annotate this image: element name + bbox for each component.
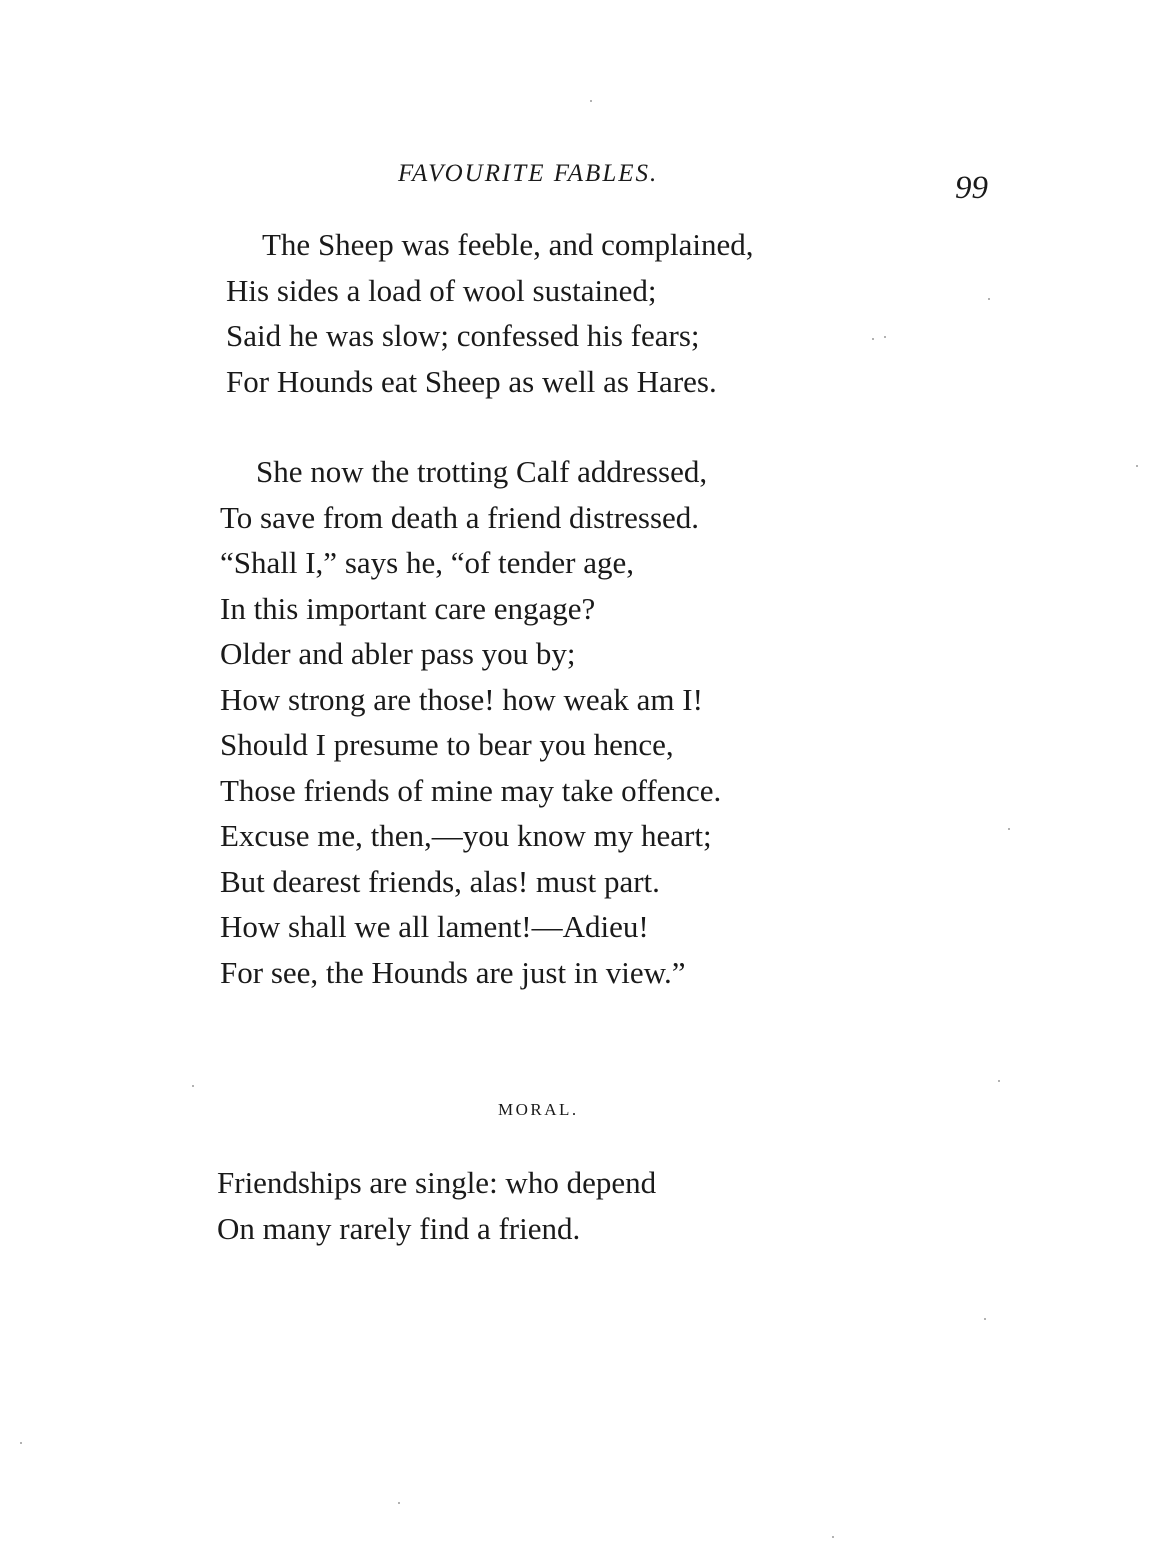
verse-line: “Shall I,” says he, “of tender age, — [220, 545, 635, 580]
paper-speck — [988, 298, 990, 300]
paper-speck — [192, 1085, 194, 1087]
paper-speck — [832, 1536, 834, 1538]
moral-heading: MORAL. — [498, 1100, 579, 1119]
paper-speck — [884, 336, 886, 338]
verse-line: For Hounds eat Sheep as well as Hares. — [226, 363, 717, 399]
verse-line: How shall we all lament!—Adieu! — [220, 909, 649, 944]
paper-speck — [984, 1318, 986, 1320]
page-number: 99 — [955, 170, 988, 206]
paper-speck — [20, 1442, 22, 1444]
paper-speck — [398, 1502, 400, 1504]
verse-line: To save from death a friend distressed. — [220, 499, 700, 535]
stanza-2 — [220, 449, 721, 995]
paper-speck — [1136, 465, 1138, 467]
verse-line: But dearest friends, alas! must part. — [220, 863, 660, 899]
moral-line: Friendships are single: who depend — [217, 1165, 657, 1200]
verse-line: Said he was slow; confessed his fears; — [226, 318, 700, 353]
running-head: FAVOURITE FABLES. — [398, 160, 659, 187]
verse-line: Those friends of mine may take offence. — [220, 772, 722, 808]
verse-line: His sides a load of wool sustained; — [226, 272, 657, 308]
verse-line: The Sheep was feeble, and complained, — [262, 227, 754, 262]
paper-speck — [998, 1080, 1000, 1082]
paper-speck — [1008, 828, 1010, 830]
verse-line: She now the trotting Calf addressed, — [256, 454, 708, 489]
stanza-1 — [226, 222, 754, 404]
paper-speck — [872, 338, 874, 340]
moral-text — [217, 1160, 656, 1251]
verse-line: In this important care engage? — [220, 590, 596, 626]
verse-line: For see, the Hounds are just in view.” — [220, 954, 686, 990]
moral-line: On many rarely find a friend. — [217, 1210, 581, 1246]
paper-speck — [590, 100, 592, 102]
verse-line: Excuse me, then,—you know my heart; — [220, 818, 712, 853]
verse-line: How strong are those! how weak am I! — [220, 681, 703, 717]
verse-line: Should I presume to bear you hence, — [220, 727, 674, 762]
verse-line: Older and abler pass you by; — [220, 636, 576, 671]
